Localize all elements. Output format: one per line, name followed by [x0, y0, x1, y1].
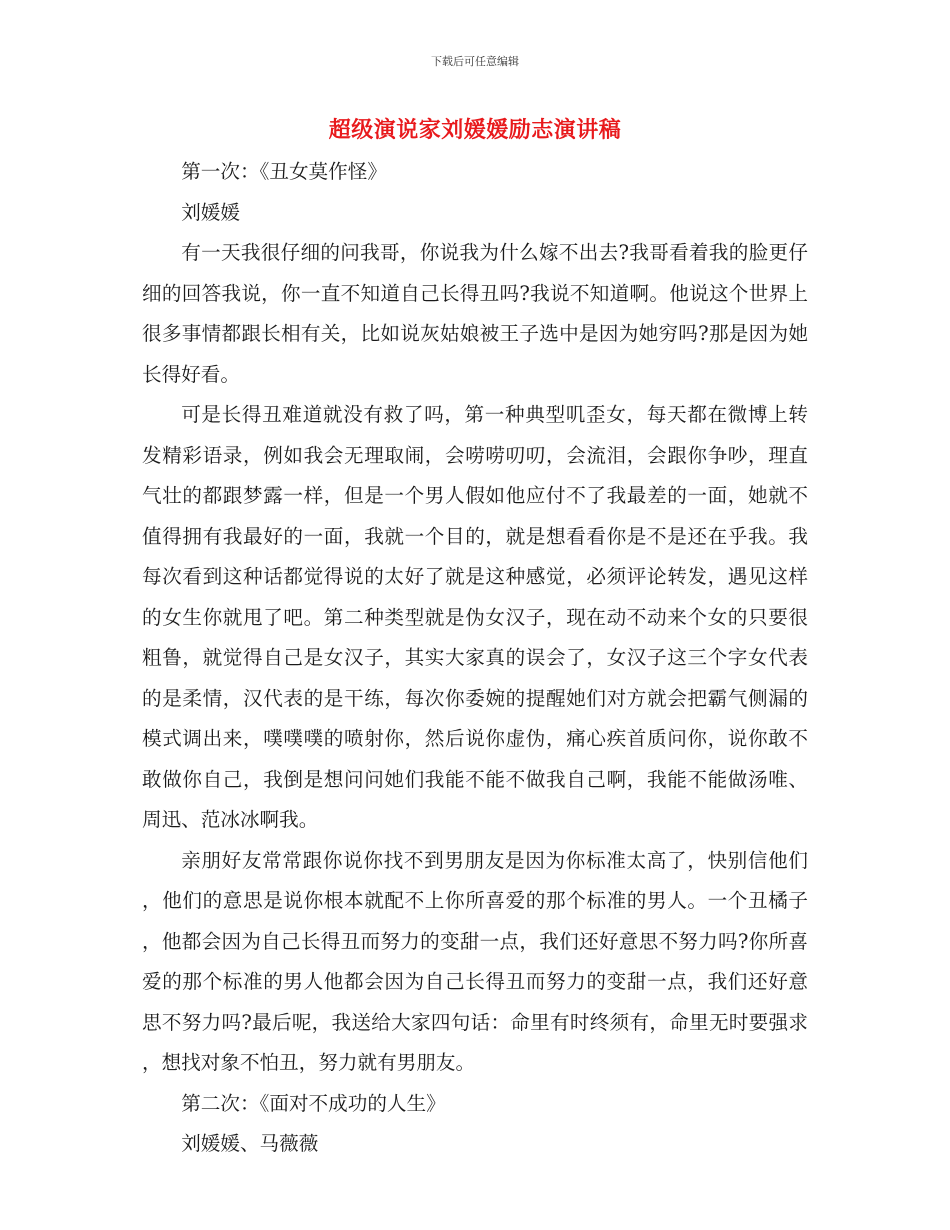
- document-title: 超级演说家刘媛媛励志演讲稿: [328, 117, 622, 143]
- body-paragraph: 可是长得丑难道就没有救了吗，第一种典型叽歪女，每天都在微博上转发精彩语录，例如我会无理取闹，会唠唠叨叨，会流泪，会跟你争吵，理直气壮的都跟梦露一样，但是一个男人假如他应付不了我最差的一面，她就不值得拥有我最好的一面，我就一个目的，就是想看看你是不是还在乎我。我每次看到这种话都觉得说的太好了就是这种感觉，必须评论转发，遇见这样的女生你就甩了吧。第二种类型就是伪女汉子，现在动不动来个女的只要很粗鲁，就觉得自己是女汉子，其实大家真的误会了，女汉子这三个字女代表的是柔情，汉代表的是干练，每次你委婉的提醒她们对方就会把霸气侧漏的模式调出来，噗噗噗的喷射你，然后说你虚伪，痛心疾首质问你，说你敢不敢做你自己，我倒是想问问她们我能不能不做我自己啊，我能不能做汤唯、周迅、范冰冰啊我。: [142, 403, 808, 831]
- section-heading-2: 第二次：《面对不成功的人生》: [181, 1091, 446, 1115]
- body-paragraph: 有一天我很仔细的问我哥，你说我为什么嫁不出去?我哥看着我的脸更仔细的回答我说，你一直不知道自己长得丑吗?我说不知道啊。他说这个世界上很多事情都跟长相有关，比如说灰姑娘被王子选中是因为她穷吗?那是因为她长得好看。: [142, 241, 808, 386]
- speaker-name-2: 刘媛媛、马薇薇: [181, 1132, 319, 1155]
- speaker-name-1: 刘媛媛: [181, 200, 240, 224]
- body-paragraph: 亲朋好友常常跟你说你找不到男朋友是因为你标准太高了，快别信他们，他们的意思是说你根本就配不上你所喜爱的那个标准的男人。一个丑橘子，他都会因为自己长得丑而努力的变甜一点，我们还好意思不努力吗?你所喜爱的那个标准的男人他都会因为自己长得丑而努力的变甜一点，我们还好意思不努力吗?最后呢，我送给大家四句话：命里有时终须有，命里无时要强求，想找对象不怕丑，努力就有男朋友。: [142, 848, 808, 1074]
- section-heading-1: 第一次：《丑女莫作怪》: [181, 160, 387, 183]
- document-body: [142, 152, 808, 1165]
- header-note: 下载后可任意编辑: [431, 55, 519, 68]
